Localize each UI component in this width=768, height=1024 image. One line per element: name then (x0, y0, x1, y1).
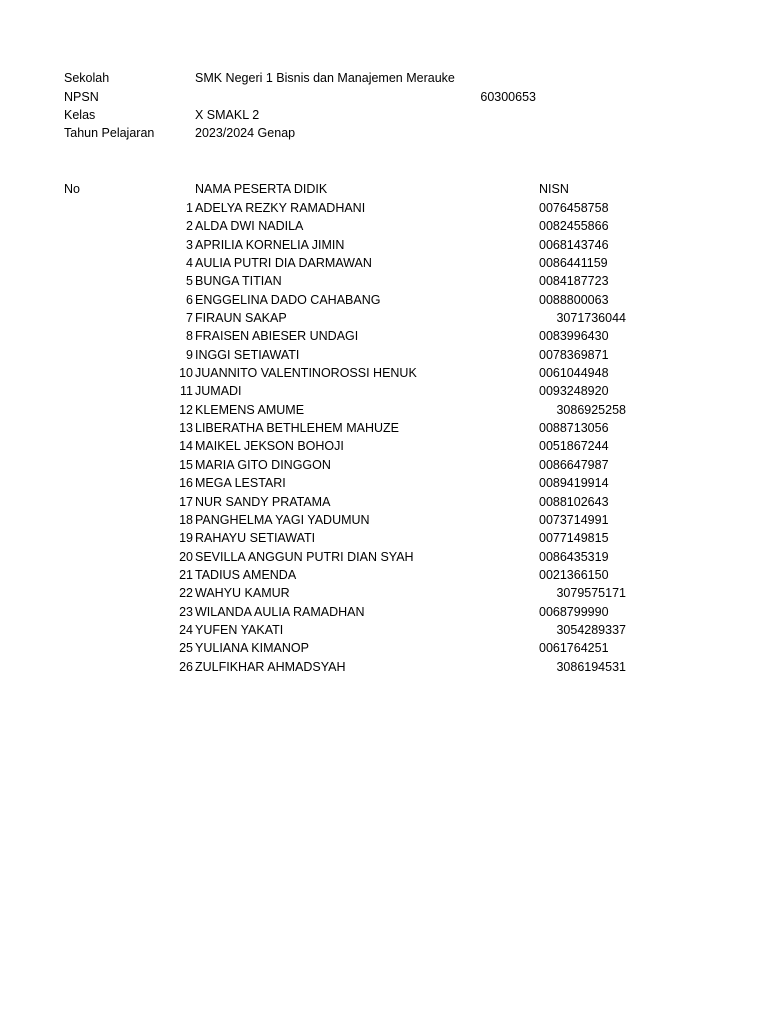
student-nisn: 0086441159 (539, 256, 608, 271)
table-row (0, 327, 768, 345)
student-name: APRILIA KORNELIA JIMIN (195, 237, 345, 252)
student-name: ZULFIKHAR AHMADSYAH (195, 659, 346, 674)
table-row (0, 272, 768, 290)
student-name: YUFEN YAKATI (195, 622, 284, 637)
school-label: Sekolah (64, 71, 110, 85)
table-row (0, 639, 768, 657)
student-nisn: 0084187723 (539, 274, 609, 289)
student-nisn: 0073714991 (539, 512, 609, 527)
row-number: 9 (186, 347, 193, 362)
student-nisn: 0088800063 (539, 292, 609, 307)
table-row (0, 364, 768, 382)
student-nisn: 0068143746 (539, 237, 609, 252)
table-row (0, 658, 768, 676)
row-number: 20 (179, 549, 193, 564)
row-number: 15 (179, 457, 193, 472)
npsn-value: 60300653 (480, 90, 536, 104)
table-row (0, 603, 768, 621)
student-nisn: 0088713056 (539, 421, 609, 436)
table-row (0, 199, 768, 217)
column-header-name: NAMA PESERTA DIDIK (195, 182, 328, 196)
table-row (0, 217, 768, 235)
table-row (0, 346, 768, 364)
student-nisn: 0077149815 (539, 531, 609, 546)
row-number: 17 (179, 494, 193, 509)
table-row (0, 437, 768, 455)
student-nisn: 0051867244 (539, 439, 609, 454)
student-name: FRAISEN ABIESER UNDAGI (195, 329, 359, 344)
row-number: 10 (179, 366, 193, 381)
class-label: Kelas (64, 108, 96, 122)
row-number: 26 (179, 659, 193, 674)
student-nisn: 0088102643 (539, 494, 609, 509)
table-row (0, 291, 768, 309)
student-nisn: 0061764251 (539, 641, 609, 656)
row-number: 4 (186, 256, 193, 271)
year-label: Tahun Pelajaran (64, 126, 155, 140)
table-row (0, 254, 768, 272)
row-number: 21 (179, 567, 193, 582)
table-row (0, 474, 768, 492)
student-name: FIRAUN SAKAP (195, 311, 287, 326)
table-row (0, 382, 768, 400)
npsn-row (64, 88, 714, 106)
student-name: JUMADI (195, 384, 242, 399)
student-name: SEVILLA ANGGUN PUTRI DIAN SYAH (195, 549, 414, 564)
school-value: SMK Negeri 1 Bisnis dan Manajemen Merauke (195, 71, 455, 85)
row-number: 8 (186, 329, 193, 344)
student-table (0, 199, 768, 676)
student-name: AULIA PUTRI DIA DARMAWAN (195, 256, 372, 271)
row-number: 14 (179, 439, 193, 454)
student-nisn: 3086925258 (556, 402, 626, 417)
row-number: 12 (179, 402, 193, 417)
table-row (0, 456, 768, 474)
student-nisn: 3054289337 (556, 622, 626, 637)
student-name: PANGHELMA YAGI YADUMUN (195, 512, 370, 527)
student-name: ENGGELINA DADO CAHABANG (195, 292, 381, 307)
year-row (64, 124, 714, 142)
row-number: 22 (179, 586, 193, 601)
column-header-no: No (64, 182, 80, 196)
table-row (0, 419, 768, 437)
row-number: 13 (179, 421, 193, 436)
npsn-label: NPSN (64, 90, 99, 104)
student-nisn: 3071736044 (556, 311, 626, 326)
school-row (64, 69, 714, 87)
student-name: ADELYA REZKY RAMADHANI (195, 201, 366, 215)
student-name: WAHYU KAMUR (195, 586, 290, 601)
student-nisn: 0076458758 (539, 201, 609, 215)
class-value: X SMAKL 2 (195, 108, 260, 122)
student-nisn: 0093248920 (539, 384, 609, 399)
student-name: ALDA DWI NADILA (195, 219, 304, 234)
student-nisn: 3086194531 (556, 659, 626, 674)
row-number: 18 (179, 512, 193, 527)
student-nisn: 0078369871 (539, 347, 609, 362)
table-row (0, 309, 768, 327)
row-number: 3 (186, 237, 193, 252)
student-name: MEGA LESTARI (195, 476, 286, 491)
row-number: 19 (179, 531, 193, 546)
class-row (64, 106, 714, 124)
table-row (0, 529, 768, 547)
row-number: 11 (180, 384, 193, 399)
table-row (0, 621, 768, 639)
student-name: NUR SANDY PRATAMA (195, 494, 331, 509)
table-row (0, 584, 768, 602)
student-nisn: 0083996430 (539, 329, 609, 344)
row-number: 7 (186, 311, 193, 326)
row-number: 5 (186, 274, 193, 289)
student-name: TADIUS AMENDA (195, 567, 297, 582)
row-number: 24 (179, 622, 193, 637)
student-name: RAHAYU SETIAWATI (195, 531, 316, 546)
table-row (0, 511, 768, 529)
student-name: KLEMENS AMUME (195, 402, 305, 417)
student-name: INGGI SETIAWATI (195, 347, 300, 362)
student-name: YULIANA KIMANOP (195, 641, 309, 656)
row-number: 6 (186, 292, 193, 307)
student-name: MAIKEL JEKSON BOHOJI (195, 439, 344, 454)
student-name: LIBERATHA BETHLEHEM MAHUZE (195, 421, 399, 436)
student-nisn: 0061044948 (539, 366, 609, 381)
student-nisn: 0086435319 (539, 549, 609, 564)
row-number: 1 (186, 201, 193, 215)
row-number: 23 (179, 604, 193, 619)
table-row (0, 548, 768, 566)
table-row (0, 493, 768, 511)
table-row (0, 401, 768, 419)
column-header-nisn: NISN (539, 182, 569, 196)
student-nisn: 0068799990 (539, 604, 609, 619)
student-name: JUANNITO VALENTINOROSSI HENUK (195, 366, 417, 381)
student-nisn: 0089419914 (539, 476, 609, 491)
student-nisn: 0021366150 (539, 567, 609, 582)
student-name: BUNGA TITIAN (195, 274, 282, 289)
row-number: 25 (179, 641, 193, 656)
year-value: 2023/2024 Genap (195, 126, 296, 140)
table-row (0, 566, 768, 584)
row-number: 16 (179, 476, 193, 491)
student-name: MARIA GITO DINGGON (195, 457, 331, 472)
row-number: 2 (186, 219, 193, 234)
table-row (0, 236, 768, 254)
student-name: WILANDA AULIA RAMADHAN (195, 604, 365, 619)
table-header (0, 180, 768, 198)
student-nisn: 0086647987 (539, 457, 609, 472)
student-nisn: 0082455866 (539, 219, 609, 234)
student-nisn: 3079575171 (556, 586, 626, 601)
